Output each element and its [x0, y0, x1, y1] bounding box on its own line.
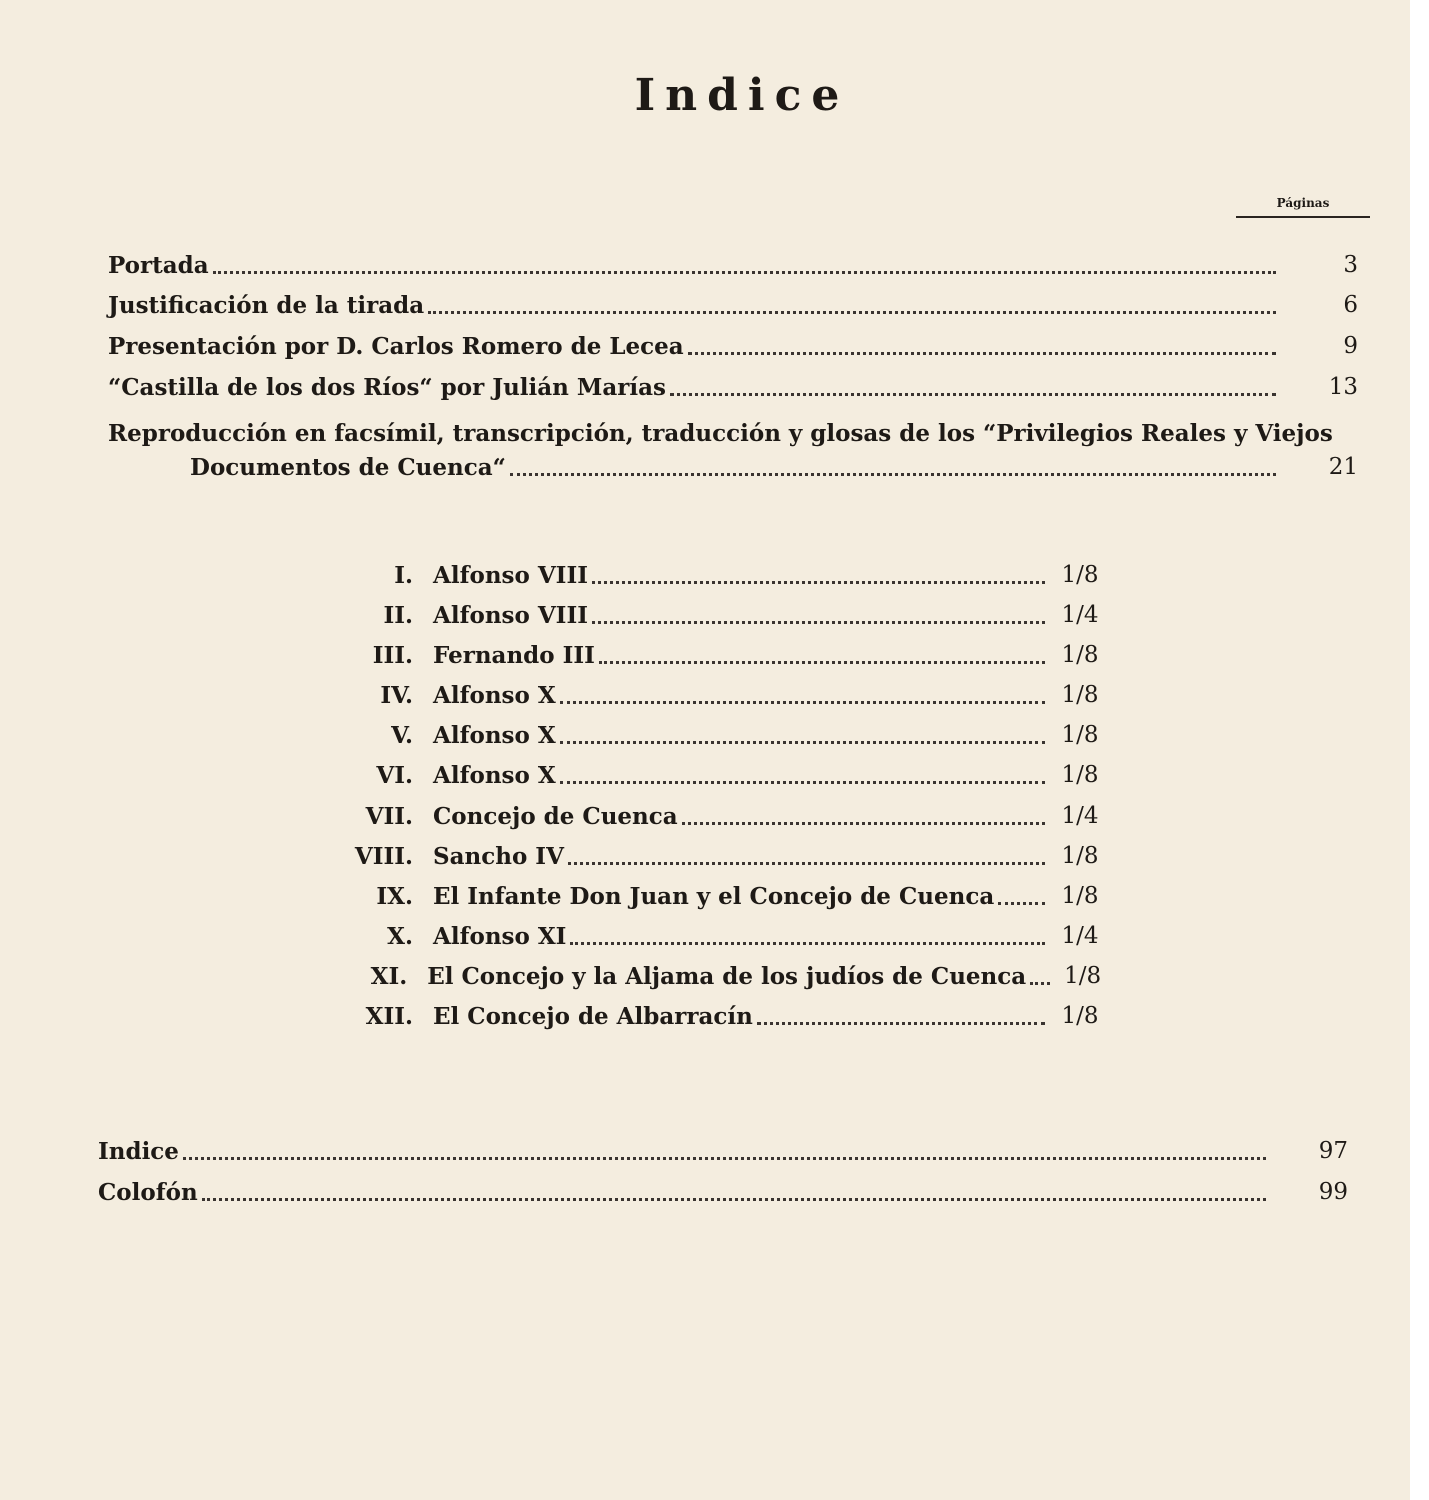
leader-dots — [592, 621, 1045, 624]
document-number: VIII. — [354, 843, 413, 870]
document-label: Alfonso X — [433, 762, 556, 789]
leader-dots — [183, 1157, 1266, 1160]
document-number: XI. — [370, 963, 408, 990]
toc-entry-label: “Castilla de los dos Ríos“ por Julián Marías — [108, 374, 666, 401]
leader-dots — [670, 393, 1276, 396]
document-label: Alfonso X — [433, 682, 556, 709]
toc-entry — [98, 1138, 1348, 1166]
document-label: El Concejo y la Aljama de los judíos de Cuenca — [427, 963, 1027, 990]
leader-dots — [688, 352, 1276, 355]
toc-entry-page: 21 — [1328, 454, 1358, 480]
document-number: IV. — [380, 682, 413, 709]
toc-entry-label: Indice — [98, 1138, 179, 1165]
page-title: Indice — [634, 70, 850, 121]
document-entry — [335, 602, 1115, 630]
leader-dots — [757, 1022, 1045, 1025]
document-label: Sancho IV — [433, 843, 564, 870]
document-label: Alfonso VIII — [433, 562, 588, 589]
document-label: El Infante Don Juan y el Concejo de Cuenca — [433, 883, 995, 910]
document-value: 1/8 — [1061, 562, 1099, 588]
toc-entry — [108, 292, 1358, 320]
document-value: 1/4 — [1061, 602, 1099, 628]
document-entry — [335, 843, 1115, 871]
document-number: V. — [391, 722, 413, 749]
toc-entry-page: 9 — [1343, 333, 1358, 359]
document-number: II. — [383, 602, 413, 629]
toc-entry-label: Portada — [108, 252, 209, 279]
toc-entry-label: Presentación por D. Carlos Romero de Lecea — [108, 333, 684, 360]
leader-dots — [682, 822, 1045, 825]
document-entry — [335, 562, 1115, 590]
document-number: X. — [387, 923, 413, 950]
document-label: Alfonso X — [433, 722, 556, 749]
pages-column-header: Páginas — [1236, 196, 1370, 218]
document-entry — [335, 722, 1115, 750]
toc-entry-page: 97 — [1318, 1138, 1348, 1164]
document-entry — [335, 923, 1115, 951]
toc-entry-label: Documentos de Cuenca“ — [190, 454, 506, 481]
toc-entry-label: Colofón — [98, 1179, 198, 1206]
document-entry — [335, 642, 1115, 670]
toc-entry — [98, 1179, 1348, 1207]
document-value: 1/8 — [1061, 843, 1099, 869]
document-label: Fernando III — [433, 642, 595, 669]
document-value: 1/8 — [1061, 1003, 1099, 1029]
toc-entry-page: 3 — [1343, 252, 1358, 278]
document-label: Alfonso VIII — [433, 602, 588, 629]
document-entry — [335, 762, 1115, 790]
reproduction-entry — [190, 454, 1358, 482]
document-entry — [335, 1003, 1115, 1031]
document-value: 1/8 — [1061, 722, 1099, 748]
leader-dots — [428, 311, 1276, 314]
leader-dots — [560, 781, 1045, 784]
document-entry — [335, 682, 1115, 710]
reproduction-entry-line1: Reproducción en facsímil, transcripción, traducción y glosas de los “Privilegios Reales y Viejos — [108, 420, 1333, 447]
document-value: 1/4 — [1061, 803, 1099, 829]
document-number: IX. — [376, 883, 413, 910]
toc-entry — [108, 374, 1358, 402]
document-number: III. — [372, 642, 413, 669]
toc-entry-page: 6 — [1343, 292, 1358, 318]
document-number: I. — [394, 562, 413, 589]
document-label: El Concejo de Albarracín — [433, 1003, 753, 1030]
document-entry — [335, 963, 1115, 991]
document-value: 1/8 — [1061, 762, 1099, 788]
toc-entry — [108, 333, 1358, 361]
document-label: Concejo de Cuenca — [433, 803, 678, 830]
document-number: VI. — [376, 762, 413, 789]
leader-dots — [560, 741, 1045, 744]
leader-dots — [599, 661, 1045, 664]
leader-dots — [213, 271, 1276, 274]
document-value: 1/4 — [1061, 923, 1099, 949]
leader-dots — [998, 902, 1045, 905]
toc-entry-page: 99 — [1318, 1179, 1348, 1205]
document-label: Alfonso XI — [433, 923, 567, 950]
document-entry — [335, 883, 1115, 911]
document-value: 1/8 — [1064, 963, 1102, 989]
leader-dots — [560, 701, 1045, 704]
document-value: 1/8 — [1061, 682, 1099, 708]
toc-entry-label: Justificación de la tirada — [108, 292, 425, 319]
leader-dots — [592, 581, 1045, 584]
leader-dots — [570, 942, 1045, 945]
leader-dots — [510, 473, 1276, 476]
document-value: 1/8 — [1061, 883, 1099, 909]
document-value: 1/8 — [1061, 642, 1099, 668]
toc-entry — [108, 252, 1358, 280]
document-number: VII. — [365, 803, 413, 830]
toc-entry-page: 13 — [1328, 374, 1358, 400]
leader-dots — [202, 1198, 1266, 1201]
leader-dots — [568, 862, 1045, 865]
document-entry — [335, 803, 1115, 831]
leader-dots — [1030, 982, 1050, 985]
document-number: XII. — [365, 1003, 413, 1030]
